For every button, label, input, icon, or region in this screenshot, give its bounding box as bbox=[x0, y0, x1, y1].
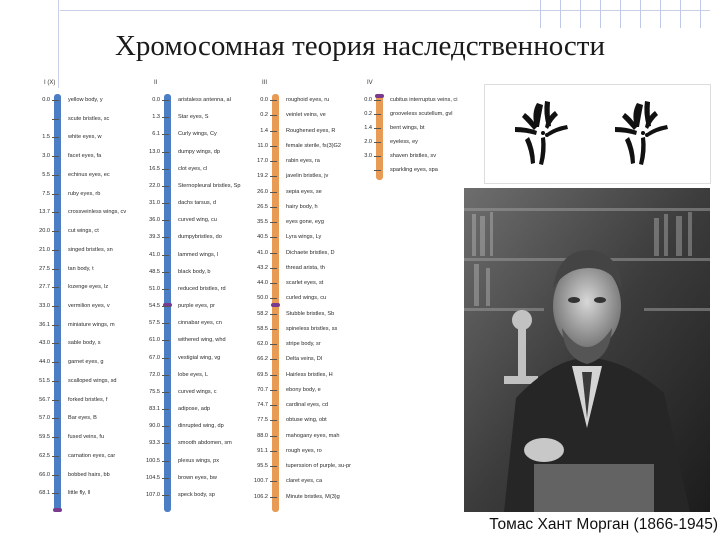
gene-position: 0.0 bbox=[364, 97, 372, 103]
gene-position: 26.0 bbox=[257, 188, 268, 195]
gene-position: 57.5 bbox=[149, 320, 160, 327]
gene-label: Bar eyes, B bbox=[68, 415, 97, 422]
gene-tick bbox=[270, 176, 277, 177]
karyotype-drawing bbox=[485, 85, 710, 183]
chromosome-header-2: II bbox=[154, 80, 158, 86]
chromosome-gene-map bbox=[22, 80, 458, 520]
gene-tick bbox=[162, 358, 169, 359]
gene-tick bbox=[162, 186, 169, 187]
gene-position: 51.0 bbox=[149, 285, 160, 292]
gene-position: 44.0 bbox=[257, 280, 268, 287]
gene-label: ruby eyes, rb bbox=[68, 190, 101, 197]
gene-tick bbox=[270, 359, 277, 360]
gene-position: 33.0 bbox=[39, 303, 50, 309]
gene-label: garnet eyes, g bbox=[68, 359, 104, 366]
gene-label: Stubble bristles, Sb bbox=[286, 310, 335, 317]
gene-label: facet eyes, fa bbox=[68, 153, 102, 160]
gene-tick bbox=[270, 222, 277, 223]
gene-label: plexus wings, px bbox=[178, 457, 220, 464]
gene-label: Roughened eyes, R bbox=[286, 127, 336, 134]
gene-label: scarlet eyes, st bbox=[286, 280, 324, 287]
gene-tick bbox=[270, 329, 277, 330]
chromosome-header-1: I (X) bbox=[44, 80, 56, 86]
gene-tick bbox=[374, 128, 381, 129]
gene-tick bbox=[270, 497, 277, 498]
gene-label: Star eyes, S bbox=[178, 114, 209, 121]
gene-position: 41.0 bbox=[149, 251, 160, 258]
gene-label: brown eyes, bw bbox=[178, 474, 217, 481]
gene-position: 36.1 bbox=[39, 321, 50, 328]
gene-label: lobe eyes, L bbox=[178, 371, 209, 378]
gene-position: 74.7 bbox=[257, 402, 268, 409]
gene-tick bbox=[162, 478, 169, 479]
gene-label: rough eyes, ro bbox=[286, 447, 322, 454]
gene-position: 106.2 bbox=[254, 493, 268, 500]
gene-label: singed bristles, sn bbox=[68, 246, 113, 253]
gene-position: 0.0 bbox=[260, 97, 268, 103]
gene-tick bbox=[374, 156, 381, 157]
gene-tick bbox=[52, 325, 59, 326]
gene-label: dinrupted wing, dp bbox=[178, 423, 224, 430]
gene-label: cardinal eyes, cd bbox=[286, 402, 328, 409]
gene-label: smooth abdomen, sm bbox=[178, 440, 232, 447]
gene-position: 90.0 bbox=[149, 423, 160, 430]
gene-label: claret eyes, ca bbox=[286, 478, 323, 485]
gene-position: 40.5 bbox=[257, 234, 268, 241]
gene-position: 83.1 bbox=[149, 406, 160, 412]
gene-position: 66.2 bbox=[257, 356, 268, 363]
gene-position: 69.5 bbox=[257, 371, 268, 378]
gene-tick bbox=[270, 390, 277, 391]
gene-label: rabin eyes, ra bbox=[286, 158, 320, 165]
gene-position: 1.3 bbox=[152, 114, 160, 121]
gene-position: 3.0 bbox=[364, 153, 372, 159]
gene-label: veinlet veins, ve bbox=[286, 112, 326, 119]
gene-label: withered wing, whd bbox=[178, 337, 226, 344]
gene-position: 58.5 bbox=[257, 325, 268, 332]
gene-position: 0.2 bbox=[364, 111, 372, 117]
gene-position: 5.5 bbox=[42, 171, 50, 178]
gene-label: tan body, t bbox=[68, 265, 94, 272]
gene-label: Curly wings, Cy bbox=[178, 131, 217, 138]
gene-tick bbox=[162, 323, 169, 324]
gene-label: Dichaete bristles, D bbox=[286, 249, 335, 256]
gene-tick bbox=[52, 400, 59, 401]
gene-position: 95.5 bbox=[257, 463, 268, 470]
gene-label: miniature wings, m bbox=[68, 321, 115, 328]
gene-label: little fly, ll bbox=[68, 490, 91, 497]
gene-tick bbox=[270, 146, 277, 147]
gene-tick bbox=[52, 493, 59, 494]
gene-position: 13.7 bbox=[39, 209, 50, 216]
gene-position: 51.5 bbox=[39, 377, 50, 384]
gene-tick bbox=[162, 134, 169, 135]
gene-label: scalloped wings, sd bbox=[68, 377, 117, 384]
gene-tick bbox=[162, 117, 169, 118]
gene-label: tuperssion of purple, su-pr bbox=[286, 463, 351, 470]
gene-tick bbox=[270, 131, 277, 132]
gene-label: dumpybristles, do bbox=[178, 234, 222, 241]
gene-position: 70.7 bbox=[257, 386, 268, 393]
gene-label: carnation eyes, car bbox=[68, 452, 116, 459]
chromosome-bar-4 bbox=[376, 94, 383, 180]
gene-tick bbox=[374, 100, 381, 101]
gene-position: 21.0 bbox=[39, 246, 50, 253]
gene-label: roughoid eyes, ru bbox=[286, 97, 330, 103]
gene-position: 66.0 bbox=[39, 471, 50, 478]
gene-position: 48.5 bbox=[149, 268, 160, 275]
centromere-4 bbox=[375, 94, 384, 98]
gene-position: 31.0 bbox=[149, 200, 160, 206]
gene-label: grooveless scutellum, gvl bbox=[390, 111, 453, 117]
gene-position: 3.0 bbox=[42, 153, 50, 160]
photo-caption: Томас Хант Морган (1866-1945) bbox=[489, 516, 718, 533]
gene-label: scute bristles, sc bbox=[68, 115, 110, 122]
gene-tick bbox=[52, 418, 59, 419]
gene-tick bbox=[162, 443, 169, 444]
gene-label: eyeless, ey bbox=[390, 139, 418, 145]
gene-label: hairy body, h bbox=[286, 203, 318, 210]
gene-position: 26.5 bbox=[257, 203, 268, 210]
gene-label: shaven bristles, sv bbox=[390, 153, 437, 159]
gene-tick bbox=[52, 287, 59, 288]
gene-tick bbox=[270, 283, 277, 284]
gene-tick bbox=[52, 475, 59, 476]
gene-label: echinus eyes, ec bbox=[68, 171, 110, 178]
gene-tick bbox=[162, 203, 169, 204]
gene-label: dumpy wings, dp bbox=[178, 148, 220, 155]
gene-tick bbox=[162, 272, 169, 273]
gene-tick bbox=[270, 100, 277, 101]
gene-position: 100.5 bbox=[146, 457, 160, 464]
gene-position: 7.5 bbox=[42, 190, 50, 197]
gene-label: white eyes, w bbox=[68, 134, 102, 141]
centromere-3 bbox=[271, 303, 280, 307]
gene-label: eyes gone, eyg bbox=[286, 219, 324, 226]
gene-label: vermilion eyes, v bbox=[68, 303, 110, 309]
gene-position: 61.0 bbox=[149, 337, 160, 344]
gene-label: sparkling eyes, spa bbox=[390, 167, 438, 173]
gene-tick bbox=[270, 192, 277, 193]
gene-position: 93.3 bbox=[149, 440, 160, 447]
gene-label: sepia eyes, se bbox=[286, 188, 322, 195]
gene-position: 58.2 bbox=[257, 310, 268, 317]
decor-grid bbox=[530, 0, 720, 28]
gene-position: 1.5 bbox=[42, 134, 50, 141]
gene-position: 88.0 bbox=[257, 432, 268, 439]
gene-label: black body, b bbox=[178, 268, 211, 275]
gene-label: spineless bristles, ss bbox=[286, 325, 338, 332]
portrait-drawing bbox=[464, 188, 710, 512]
gene-label: curved wings, c bbox=[178, 388, 217, 395]
gene-label: Minute bristles, M(3)g bbox=[286, 493, 340, 500]
gene-label: adipose, adp bbox=[178, 406, 211, 412]
gene-label: cut wings, ct bbox=[68, 228, 99, 235]
gene-position: 0.2 bbox=[260, 112, 268, 119]
gene-label: stripe body, sr bbox=[286, 341, 321, 348]
gene-position: 17.0 bbox=[257, 158, 268, 165]
gene-tick bbox=[52, 194, 59, 195]
gene-tick bbox=[162, 237, 169, 238]
gene-position: 54.5 bbox=[149, 303, 160, 309]
gene-tick bbox=[162, 392, 169, 393]
gene-tick bbox=[52, 381, 59, 382]
gene-position: 91.1 bbox=[257, 447, 268, 454]
gene-tick bbox=[162, 289, 169, 290]
gene-position: 56.7 bbox=[39, 396, 50, 403]
gene-tick bbox=[162, 255, 169, 256]
gene-position: 1.4 bbox=[260, 127, 268, 134]
gene-label: Lyra wings, Ly bbox=[286, 234, 322, 241]
gene-tick bbox=[270, 344, 277, 345]
gene-tick bbox=[270, 420, 277, 421]
gene-tick bbox=[270, 451, 277, 452]
gene-position: 27.7 bbox=[39, 284, 50, 291]
gene-tick bbox=[270, 268, 277, 269]
gene-position: 75.5 bbox=[149, 388, 160, 395]
gene-position: 27.5 bbox=[39, 265, 50, 272]
gene-position: 2.0 bbox=[364, 139, 372, 145]
gene-position: 57.0 bbox=[39, 415, 50, 422]
gene-tick bbox=[52, 212, 59, 213]
gene-tick bbox=[162, 169, 169, 170]
gene-tick bbox=[52, 100, 59, 101]
gene-tick bbox=[270, 436, 277, 437]
gene-label: vestigial wing, vg bbox=[178, 354, 221, 361]
gene-label: lozenge eyes, lz bbox=[68, 284, 109, 291]
gene-tick bbox=[162, 306, 169, 307]
gene-label: speck body, sp bbox=[178, 491, 215, 498]
gene-position: 68.1 bbox=[39, 490, 50, 497]
gene-position: 41.0 bbox=[257, 249, 268, 256]
gene-position: 72.0 bbox=[149, 371, 160, 378]
gene-label: curved wing, cu bbox=[178, 217, 217, 224]
gene-position: 62.5 bbox=[39, 452, 50, 459]
gene-position: 36.0 bbox=[149, 217, 160, 224]
gene-tick bbox=[52, 362, 59, 363]
gene-tick bbox=[162, 340, 169, 341]
gene-tick bbox=[162, 495, 169, 496]
gene-label: thread arista, th bbox=[286, 264, 325, 271]
gene-label: obtuse wing, obt bbox=[286, 417, 327, 424]
gene-position: 20.0 bbox=[39, 228, 50, 235]
gene-tick bbox=[270, 115, 277, 116]
gene-position: 22.0 bbox=[149, 182, 160, 189]
gene-tick bbox=[270, 405, 277, 406]
chromosome-header-3: III bbox=[262, 80, 268, 86]
gene-position: 43.2 bbox=[257, 264, 268, 271]
gene-tick bbox=[270, 298, 277, 299]
gene-tick bbox=[52, 119, 59, 120]
gene-label: yellow body, y bbox=[68, 97, 103, 103]
gene-tick bbox=[270, 207, 277, 208]
gene-position: 0.0 bbox=[42, 97, 50, 103]
gene-label: dachs tarsus, d bbox=[178, 200, 216, 206]
gene-tick bbox=[270, 481, 277, 482]
gene-tick bbox=[162, 220, 169, 221]
gene-tick bbox=[162, 409, 169, 410]
gene-tick bbox=[52, 269, 59, 270]
gene-tick bbox=[270, 237, 277, 238]
gene-tick bbox=[52, 156, 59, 157]
gene-position: 104.5 bbox=[146, 474, 160, 481]
gene-position: 19.2 bbox=[257, 173, 268, 180]
chromosome-header-4: IV bbox=[367, 80, 373, 86]
gene-tick bbox=[162, 426, 169, 427]
gene-tick bbox=[52, 175, 59, 176]
gene-tick bbox=[162, 100, 169, 101]
gene-tick bbox=[162, 152, 169, 153]
gene-position: 44.0 bbox=[39, 359, 50, 366]
gene-position: 50.0 bbox=[257, 295, 268, 302]
gene-position: 13.0 bbox=[149, 148, 160, 155]
gene-label: curled wings, cu bbox=[286, 295, 327, 302]
gene-label: fused veins, fu bbox=[68, 434, 105, 441]
gene-tick bbox=[52, 250, 59, 251]
gene-label: reduced bristles, rd bbox=[178, 285, 226, 292]
gene-label: ebony body, e bbox=[286, 386, 321, 393]
gene-tick bbox=[52, 437, 59, 438]
gene-label: bobbed hairs, bb bbox=[68, 471, 110, 478]
gene-label: crossveinless wings, cv bbox=[68, 209, 127, 216]
gene-tick bbox=[270, 375, 277, 376]
gene-label: mahogany eyes, mah bbox=[286, 432, 340, 439]
centromere-1 bbox=[53, 508, 62, 512]
gene-tick bbox=[270, 466, 277, 467]
gene-label: cubitus interruptus veins, ci bbox=[390, 97, 458, 103]
gene-position: 107.0 bbox=[146, 491, 160, 498]
gene-label: cinnabar eyes, cn bbox=[178, 320, 222, 327]
gene-position: 39.3 bbox=[149, 234, 160, 241]
gene-position: 59.5 bbox=[39, 434, 50, 441]
gene-label: aristaless antenna, al bbox=[178, 97, 231, 103]
gene-tick bbox=[52, 456, 59, 457]
gene-label: bent wings, bt bbox=[390, 125, 425, 131]
slide-title: Хромосомная теория наследственности bbox=[114, 30, 605, 62]
gene-label: clot eyes, cl bbox=[178, 165, 208, 172]
gene-label: Sternopleural bristles, Sp bbox=[178, 182, 241, 189]
gene-tick bbox=[374, 114, 381, 115]
gene-position: 100.7 bbox=[254, 478, 268, 485]
gene-label: lammed wings, l bbox=[178, 251, 219, 258]
gene-position: 6.1 bbox=[152, 131, 160, 138]
gene-tick bbox=[52, 231, 59, 232]
gene-position: 77.5 bbox=[257, 417, 268, 424]
gene-label: forked bristles, f bbox=[68, 396, 108, 403]
portrait-photo bbox=[464, 188, 710, 512]
gene-tick bbox=[52, 137, 59, 138]
gene-label: female sterile, fs(3)G2 bbox=[286, 142, 342, 149]
gene-position: 43.0 bbox=[39, 340, 50, 347]
karyotype-figure bbox=[484, 84, 711, 184]
gene-label: Delta veins, Dl bbox=[286, 356, 323, 363]
gene-tick bbox=[270, 314, 277, 315]
gene-label: javelin bristles, jv bbox=[286, 173, 329, 180]
gene-position: 11.0 bbox=[257, 142, 268, 149]
gene-label: purple eyes, pr bbox=[178, 303, 216, 309]
gene-tick bbox=[52, 306, 59, 307]
gene-position: 67.0 bbox=[149, 354, 160, 361]
gene-tick bbox=[162, 461, 169, 462]
gene-tick bbox=[270, 161, 277, 162]
gene-tick bbox=[270, 253, 277, 254]
gene-position: 0.0 bbox=[152, 97, 160, 103]
gene-position: 1.4 bbox=[364, 125, 372, 131]
gene-label: sable body, s bbox=[68, 340, 101, 347]
gene-position: 35.5 bbox=[257, 219, 268, 226]
gene-label: Hairless bristles, H bbox=[286, 371, 333, 378]
gene-tick bbox=[52, 343, 59, 344]
gene-tick bbox=[162, 375, 169, 376]
gene-tick bbox=[374, 142, 381, 143]
gene-position: 16.5 bbox=[149, 165, 160, 172]
gene-position: 62.0 bbox=[257, 341, 268, 348]
gene-tick bbox=[374, 170, 381, 171]
